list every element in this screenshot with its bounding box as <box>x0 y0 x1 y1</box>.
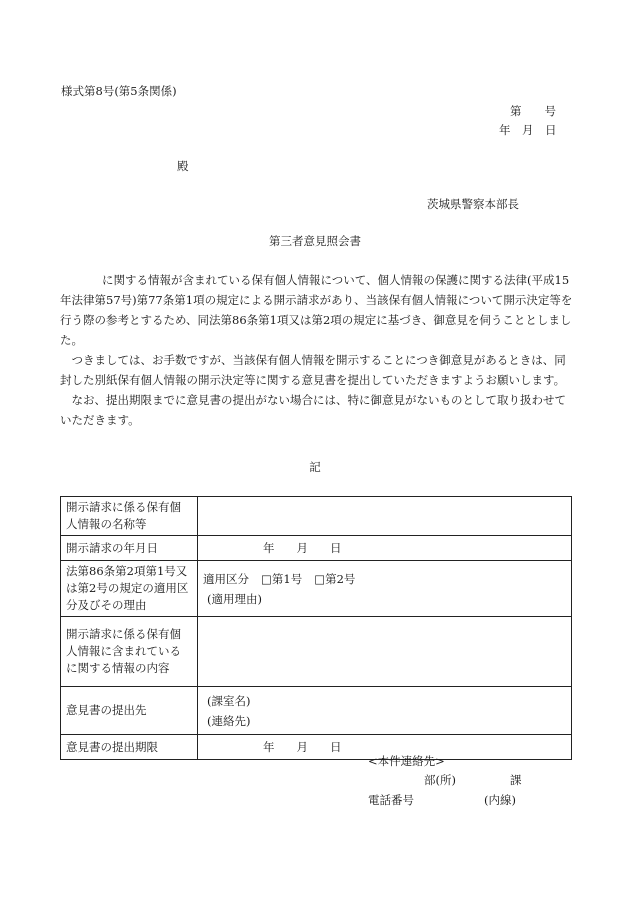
contact-heading: <本件連絡先> <box>368 754 445 768</box>
information-content-field[interactable] <box>198 617 572 687</box>
phone-number-label: 電話番号 <box>368 793 414 807</box>
table-label-submission-deadline: 意見書の提出期限 <box>61 735 198 760</box>
request-date-field[interactable] <box>198 536 572 561</box>
addressee-suffix: 殿 <box>177 159 189 173</box>
contact-label: (連絡先) <box>207 713 251 728</box>
deadline-month: 月 <box>296 740 308 754</box>
sender-name: 茨城県警察本部長 <box>427 197 519 211</box>
category-label: 適用区分 <box>203 571 249 586</box>
info-table <box>60 496 572 760</box>
phone-extension: (内線) <box>484 793 516 807</box>
request-date-year: 年 <box>263 541 275 555</box>
table-label-request-date: 開示請求の年月日 <box>61 536 198 561</box>
body-paragraph-1: に関する情報が含まれている保有個人情報について、個人情報の保護に関する法律(平成15年法律第57号)第77条第1項の規定による開示請求があり、当該保有個人情報について開示決定等を行う際の参考とするため、同法第86条第1項又は第2項の規定に基づき、御意見を伺うこととしました。 <box>60 273 573 347</box>
body-text <box>60 270 574 430</box>
table-label-applicable-category: 法第86条第2項第1号又は第2号の規定の適用区分及びその理由 <box>61 561 198 617</box>
reason-label: (適用理由) <box>207 591 262 606</box>
table-label-submission-destination: 意見書の提出先 <box>61 687 198 735</box>
contact-section: 課 <box>510 773 522 787</box>
body-paragraph-2: つきましては、お手数ですが、当該保有個人情報を開示することにつき御意見があるときは、同封した別紙保有個人情報の開示決定等に関する意見書を提出していただきますようお願いします。 <box>60 353 566 387</box>
submission-destination-field <box>198 687 572 735</box>
option-1-label: 第1号 <box>271 571 303 586</box>
table-row <box>61 735 572 760</box>
table-row <box>61 497 572 536</box>
checkbox-icon[interactable]: □ <box>314 571 326 586</box>
table-row <box>61 561 572 617</box>
table-row <box>61 617 572 687</box>
deadline-year: 年 <box>263 740 275 754</box>
checkbox-icon[interactable]: □ <box>261 571 272 586</box>
record-name-field[interactable] <box>198 497 572 536</box>
request-date-month: 月 <box>296 541 308 555</box>
note-heading: 記 <box>309 460 321 474</box>
contact-department: 部(所) <box>424 773 456 787</box>
table-row <box>61 687 572 735</box>
document-title: 第三者意見照会書 <box>269 234 361 248</box>
body-paragraph-3: なお、提出期限までに意見書の提出がない場合には、特に御意見がないものとして取り扱わせていただきます。 <box>60 393 566 427</box>
document-number: 第 号 <box>510 104 556 118</box>
table-label-information-content: 開示請求に係る保有個人情報に含まれている に関する情報の内容 <box>61 617 198 687</box>
form-number: 様式第8号(第5条関係) <box>61 84 177 98</box>
option-2-label: 第2号 <box>325 571 356 586</box>
document-date: 年 月 日 <box>499 123 557 137</box>
deadline-day: 日 <box>330 740 342 754</box>
applicable-category-field <box>198 561 572 617</box>
request-date-day: 日 <box>330 541 342 555</box>
office-name-label: (課室名) <box>207 693 251 708</box>
table-label-record-name: 開示請求に係る保有個人情報の名称等 <box>61 497 198 536</box>
table-row <box>61 536 572 561</box>
